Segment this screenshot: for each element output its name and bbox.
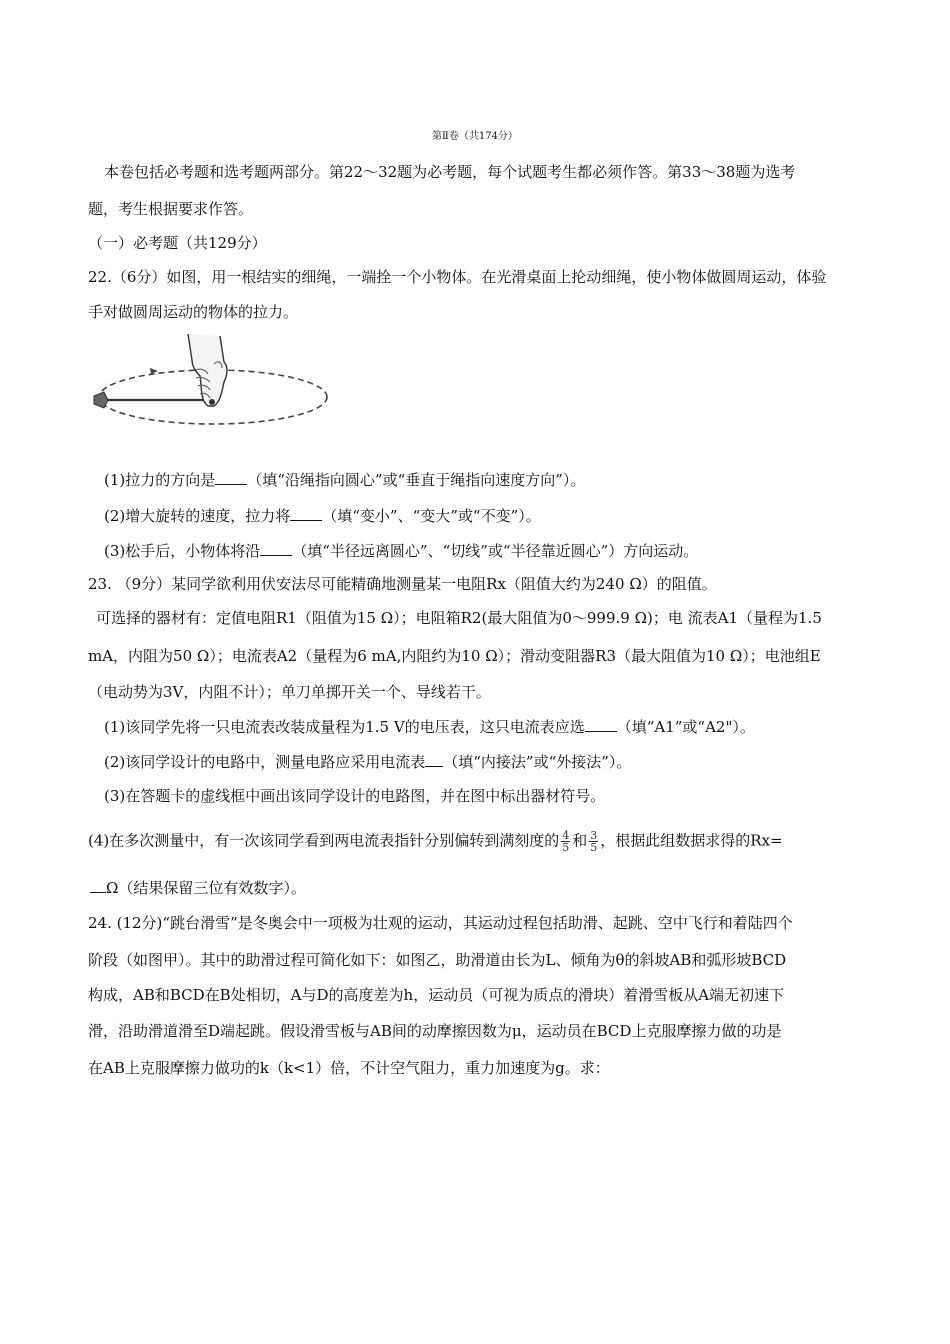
q24-line-1: 24. (12分)“跳台滑雪”是冬奥会中一项极为壮观的运动，其运动过程包括助滑、起跳、空中飞行和着陆四个	[88, 914, 793, 932]
q23-line-1: 23. （9分）某同学欲利用伏安法尽可能精确地测量某一电阻Rx（阻值大约为240 Ω）的阻值。	[88, 575, 717, 593]
fraction-three-fifths: $\frac{3}{5}$	[590, 829, 598, 854]
q23-part-4-line-2: Ω（结果保留三位有效数字）。	[90, 878, 306, 898]
q22-part-3: (3)松手后，小物体将沿 （填“半径远离圆心”、“切线”或“半径靠近圆心”）方向运动。	[104, 542, 699, 560]
q23-part-1: (1)该同学先将一只电流表改装成量程为1.5 V的电压表，这只电流表应选 （填“A1”或“A2"）。	[104, 718, 755, 736]
q22-line-2: 手对做圆周运动的物体的拉力。	[88, 303, 299, 321]
hand-swinging-rope-icon	[88, 330, 333, 430]
fraction-four-fifths: $\frac{4}{5}$	[562, 829, 570, 854]
answer-blank[interactable]	[425, 752, 443, 767]
answer-blank[interactable]	[585, 717, 617, 732]
q24-line-4: 滑，沿助滑道滑至D端起跳。假设滑雪板与AB间的动摩擦因数为μ，运动员在BCD上克服摩擦力做的功是	[88, 1022, 782, 1040]
q24-line-5: 在AB上克服摩擦力做功的k（k<1）倍，不计空气阻力，重力加速度为g。求：	[88, 1059, 610, 1077]
q23-line-2: 可选择的器材有：定值电阻R1（阻值为15 Ω）；电阻箱R2(最大阻值为0～999.9 Ω)；电 流表A1（量程为1.5	[96, 609, 822, 627]
intro-line-1: 本卷包括必考题和选考题两部分。第22～32题为必考题，每个试题考生都必须作答。第33～38题为选考	[104, 163, 796, 181]
answer-blank[interactable]	[215, 470, 247, 485]
q22-line-1: 22.（6分）如图，用一根结实的细绳，一端拴一个小物体。在光滑桌面上抡动细绳，使小物体做圆周运动，体验	[88, 268, 827, 286]
intro-line-2: 题，考生根据要求作答。	[88, 200, 254, 218]
q23-part-2: (2)该同学设计的电路中，测量电路应采用电流表 （填“内接法”或“外接法”）。	[104, 753, 632, 771]
q23-part-4: (4)在多次测量中，有一次该同学看到两电流表指针分别偏转到满刻度的 $\frac{4}{5}$ 和 $\frac{3}{5}$ ，根据此组数据求得的Rx=	[88, 829, 783, 854]
answer-blank[interactable]	[290, 506, 322, 521]
q23-line-4: （电动势为3V，内阻不计）；单刀单掷开关一个、导线若干。	[88, 683, 491, 701]
section-heading: （一）必考题（共129分）	[88, 234, 267, 252]
q23-part-3: (3)在答题卡的虚线框中画出该同学设计的电路图，并在图中标出器材符号。	[104, 787, 606, 805]
answer-blank[interactable]	[90, 878, 106, 893]
q24-line-2: 阶段（如图甲）。其中的助滑过程可简化如下：如图乙，助滑道由长为L、倾角为θ的斜坡AB和弧形坡BCD	[88, 951, 787, 969]
q23-line-3: mA，内阻为50 Ω）；电流表A2（量程为6 mA,内阻约为10 Ω）；滑动变阻器R3（最大阻值为10 Ω）；电池组E	[88, 647, 821, 665]
q22-part-2: (2)增大旋转的速度，拉力将 （填“变小”、“变大”或“不变”）。	[104, 507, 541, 525]
q24-line-3: 构成，AB和BCD在B处相切，A与D的高度差为h，运动员（可视为质点的滑块）着滑雪板从A端无初速下	[88, 986, 785, 1004]
section-title: 第Ⅱ卷（共174分）	[432, 131, 518, 142]
q22-part-1: (1)拉力的方向是 （填“沿绳指向圆心”或“垂直于绳指向速度方向”）。	[104, 471, 586, 489]
answer-blank[interactable]	[260, 541, 292, 556]
